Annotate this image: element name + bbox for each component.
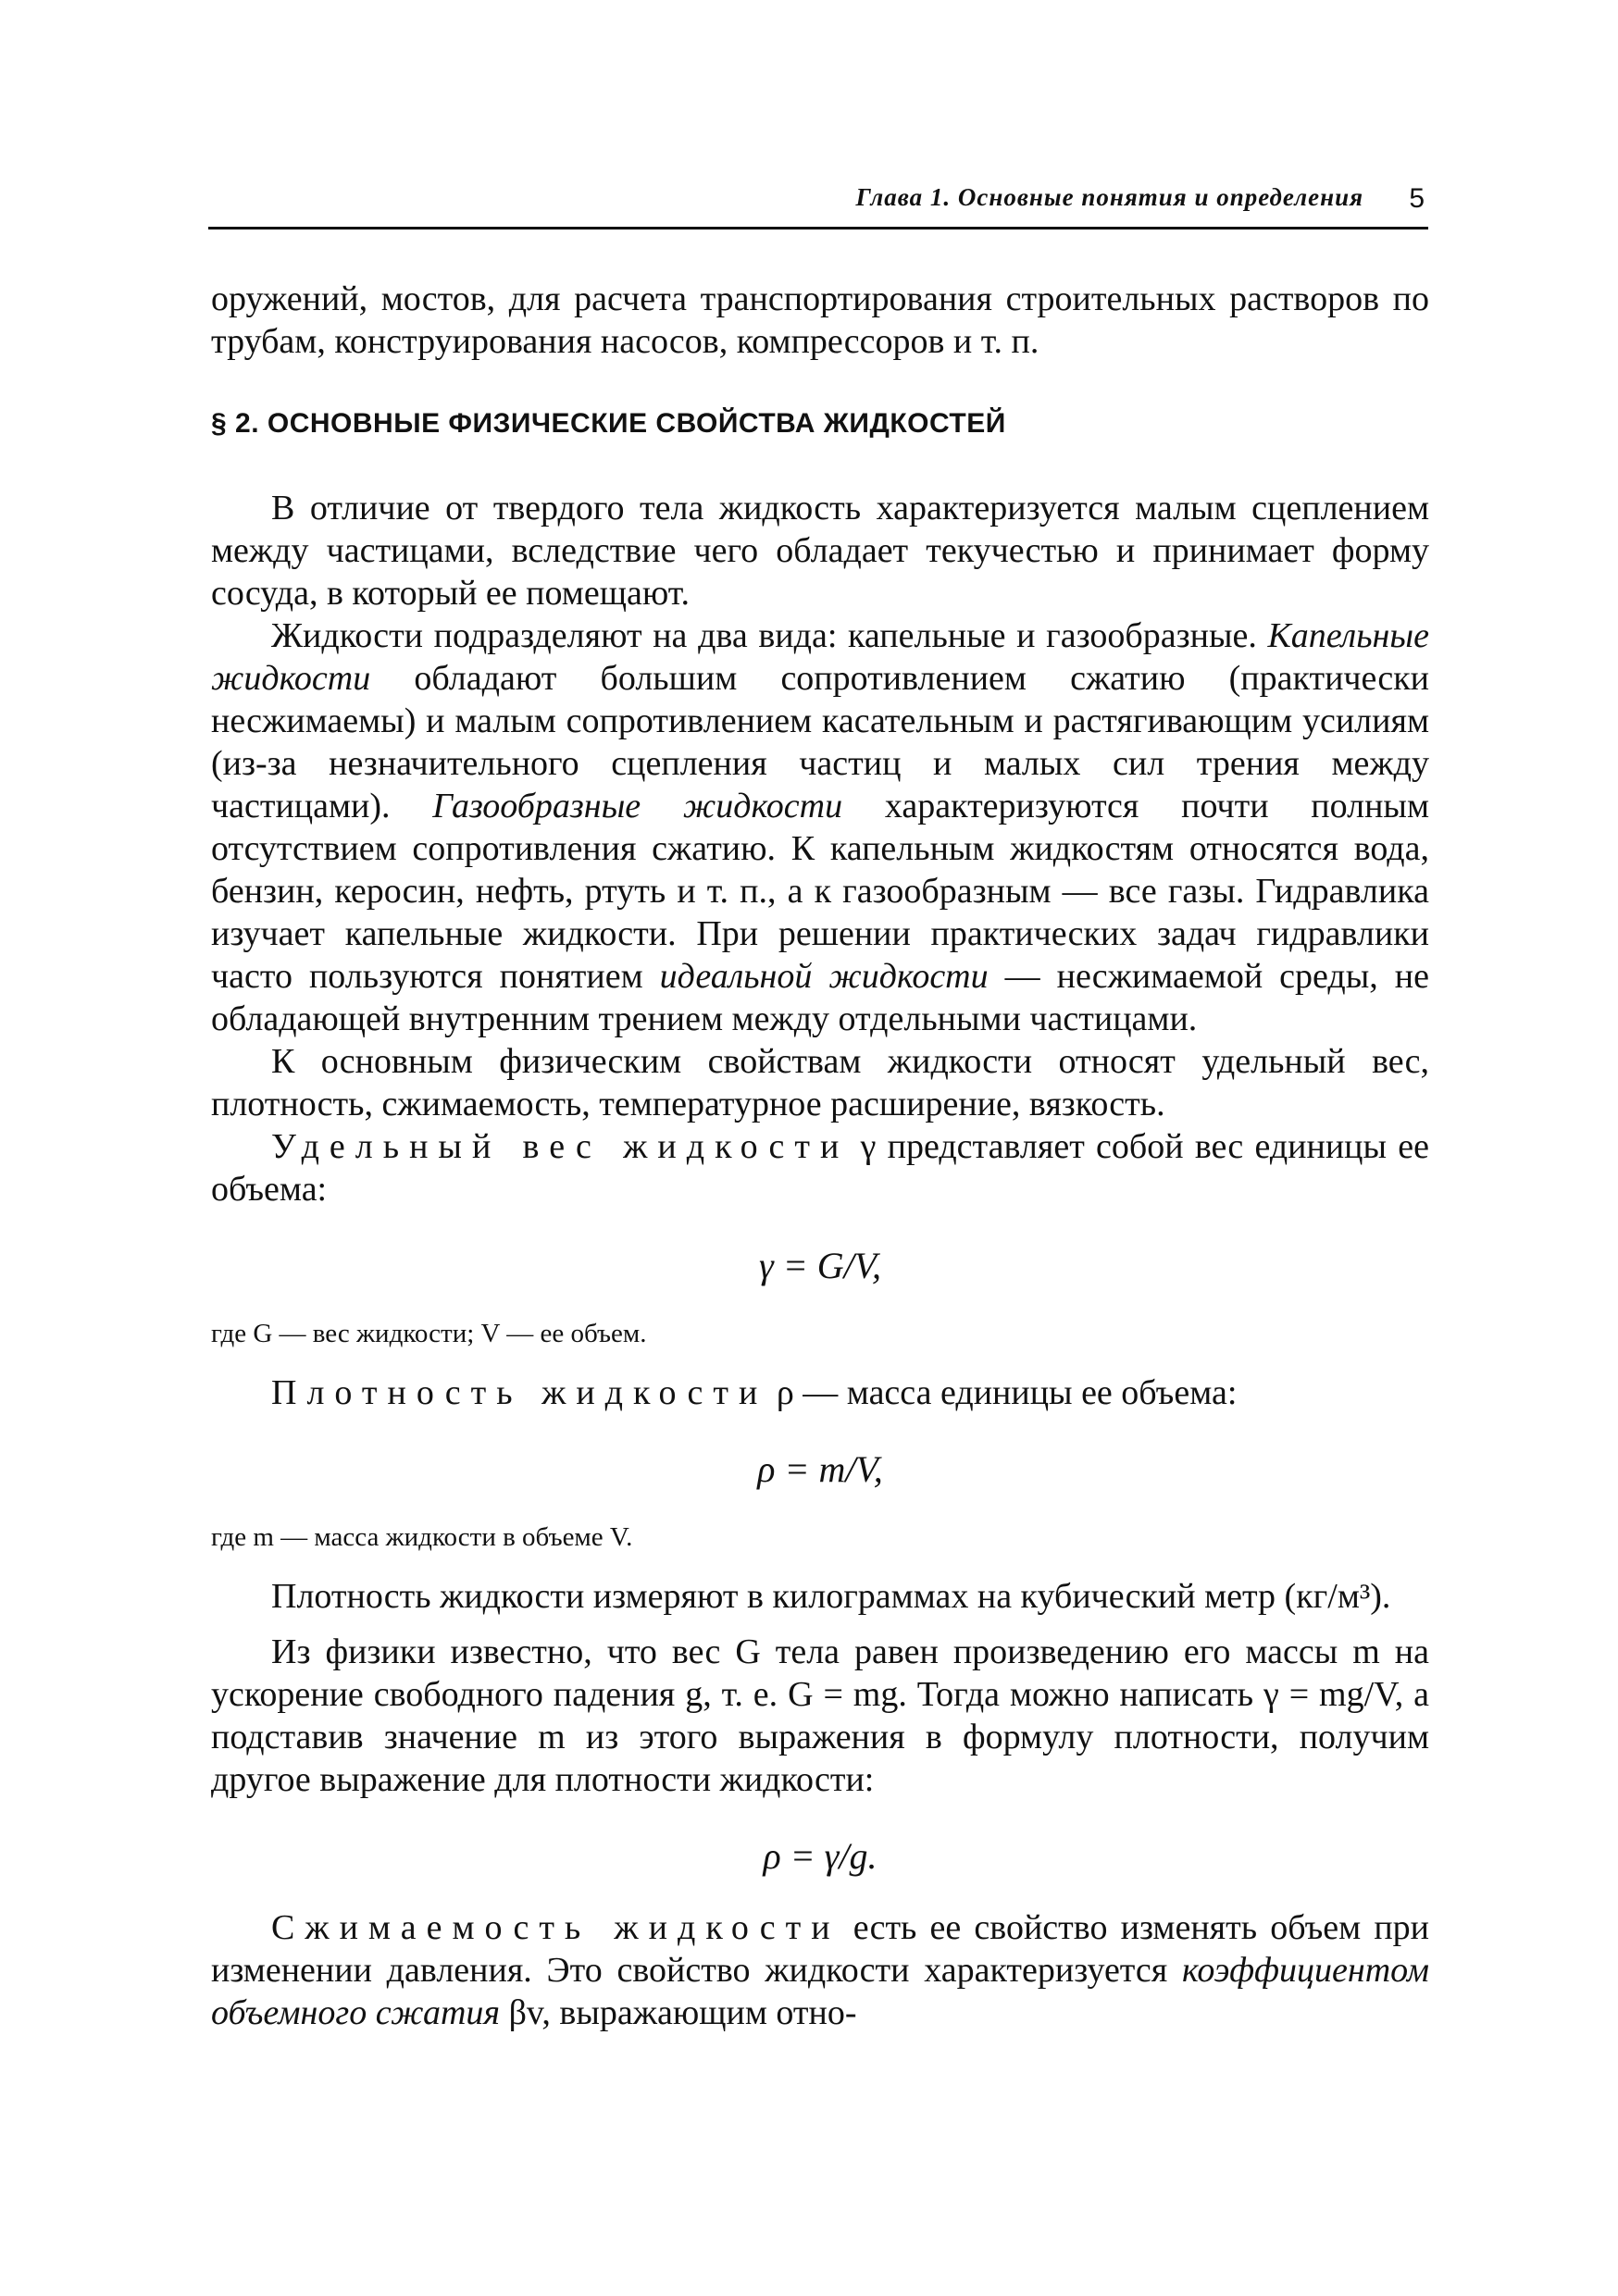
term-compression-coefficient: коэффициентом объемного сжатия — [211, 1951, 1429, 2032]
term-specific-weight: Удельный вес жидкости — [271, 1127, 850, 1166]
term-ideal-liquid: идеальной жидкости — [659, 957, 989, 996]
term-gaseous-liquids: Газообразные жидкости — [432, 787, 843, 825]
paragraph-density — [211, 1371, 1429, 1414]
formula-legend-1: где G — вес жидкости; V — ее объем. — [211, 1319, 647, 1348]
text-run: есть ее свойство изменять объем при изменении давления. Это свойство жидкости характеризуется — [211, 1908, 1430, 1990]
page-number: 5 — [1409, 183, 1425, 214]
running-title: Глава 1. Основные понятия и определения — [855, 183, 1363, 211]
paragraph-weight-relation: Из физики известно, что вес G тела равен произведению его массы m на ускорение свободного падения g, т. е. G = mg. Тогда можно написать γ = mg/V, а подставив значение m из этого выражения в формулу плотности, получим другое выражение для плотности жидкости: — [211, 1632, 1429, 1799]
header-rule — [208, 227, 1428, 230]
text-run: — несжимаемой среды, не обладающей внутренним трением между отдельными частицами. — [211, 957, 1429, 1038]
paragraph-specific-weight — [211, 1125, 1429, 1210]
paragraph-compressibility — [211, 1906, 1429, 2034]
formula-density-alt: ρ = γ/g. — [763, 1835, 877, 1877]
text-run: характеризуются почти полным отсутствием сопротивления сжатию. К капельным жидкостям относятся вода, бензин, керосин, нефть, ртуть и т. п., а к газообразным — все газы. Гидравлика изучает капельные жидкости. При решении практических задач гидравлики часто пользуются понятием — [211, 787, 1430, 996]
text-run: обладают большим сопротивлением сжатию (практически несжимаемы) и малым сопротивлением касательным и растягивающим усилиям (из-за незначительного сцепления частиц и малых сил трения между частицами). — [211, 659, 1429, 825]
paragraph-fluid-types — [211, 614, 1429, 1040]
paragraph-fluid-definition: В отличие от твердого тела жидкость характеризуется малым сцеплением между частицами, вследствие чего обладает текучестью и принимает форму сосуда, в который ее помещают. — [211, 489, 1429, 613]
page-body — [211, 278, 1429, 2034]
paragraph-properties: К основным физическим свойствам жидкости относят удельный вес, плотность, сжимаемость, температурное расширение, вязкость. — [211, 1042, 1429, 1123]
formula-legend-2: где m — масса жидкости в объеме V. — [211, 1522, 633, 1552]
continued-paragraph: оружений, мостов, для расчета транспортирования строительных растворов по трубам, конструирования насосов, компрессоров и т. п. — [211, 279, 1429, 361]
section-heading: § 2. ОСНОВНЫЕ ФИЗИЧЕСКИЕ СВОЙСТВА ЖИДКОСТЕЙ — [211, 408, 1006, 439]
paragraph-density-units: Плотность жидкости измеряют в килограммах на кубический метр (кг/м³). — [271, 1577, 1391, 1616]
text-run: βv, выражающим отно- — [500, 1993, 857, 2032]
text-run: ρ — масса единицы ее объема: — [767, 1373, 1238, 1412]
term-dropping-liquids: Капельные жидкости — [211, 616, 1429, 698]
formula-density: ρ = m/V, — [757, 1448, 883, 1490]
running-header — [211, 183, 1428, 222]
text-run: Жидкости подразделяют на два вида: капельные и газообразные. — [271, 616, 1268, 655]
text-run: γ представляет собой вес единицы ее объема: — [211, 1127, 1429, 1209]
formula-specific-weight: γ = G/V, — [758, 1245, 882, 1286]
term-compressibility: Сжимаемость жидкости — [271, 1908, 840, 1947]
term-density: Плотность жидкости — [271, 1373, 768, 1412]
